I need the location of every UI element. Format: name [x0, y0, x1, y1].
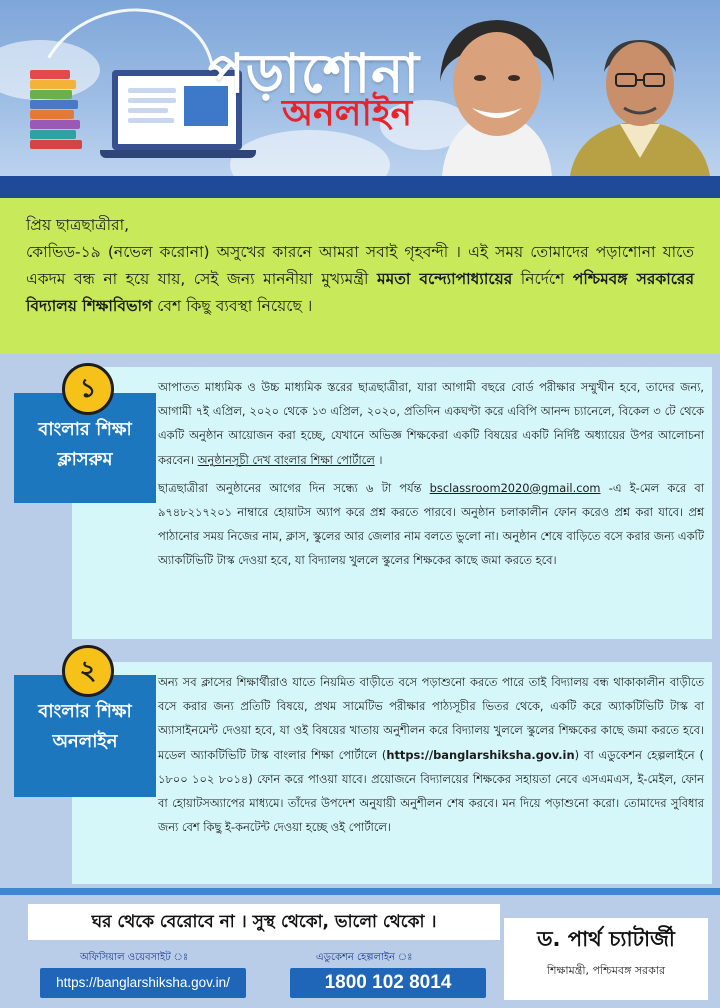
classroom-text: আপাতত মাধ্যমিক ও উচ্চ মাধ্যমিক স্তরের ছাত্রছাত্রীরা, যারা আগামী বছরে বোর্ড পরীক্ষার সম্মুখীন হবে, তাদের জন্য, আগামী ৭ই এপ্রিল, ২০২০ থেকে ১৩ এপ্রিল, ২০২০, প্রতিদিন একঘণ্টা করে এবিপি আনন্দ চ্যানেলে, বিকেল ৩ টে থেকে একটি অনুষ্ঠান আয়োজন করা হচ্ছে, যেখানে অভিজ্ঞ শিক্ষকেরা একটি বিষয়ের একটি নির্দিষ্ট অধ্যায়ের উপর আলোচনা করবেন।: [158, 380, 704, 467]
banner-subtitle: অনলাইন: [282, 93, 413, 134]
online-paragraph: [158, 670, 704, 839]
intro-text-3: বেশ কিছু ব্যবস্থা নিয়েছে ।: [152, 297, 313, 315]
badge-classroom: [14, 374, 156, 503]
navy-bar: [0, 176, 720, 198]
website-label: অফিসিয়াল ওয়েবসাইট ঃ: [80, 952, 189, 963]
books-illustration: [30, 70, 90, 160]
classroom-email-link[interactable]: bsclassroom2020@gmail.com: [429, 480, 601, 495]
chief-minister-portrait: [422, 12, 572, 176]
number-badge-1: ১: [62, 363, 114, 415]
section-online: [72, 662, 712, 884]
education-minister-portrait: [560, 28, 720, 176]
footer: [0, 888, 720, 1008]
portal-schedule-link[interactable]: অনুষ্ঠানসূচী দেখ বাংলার শিক্ষা পোর্টালে: [197, 452, 375, 467]
intro-text-2: নির্দেশে: [512, 270, 573, 288]
banner-title: পড়াশোনা: [208, 42, 421, 105]
header-banner: [0, 0, 720, 176]
classroom-text-2a: ছাত্রছাত্রীরা অনুষ্ঠানের আগের দিন সন্ধ্যে ৬ টা পর্যন্ত: [158, 480, 430, 495]
slogan-banner: ঘর থেকে বেরোবে না । সুস্থ থেকো, ভালো থেকো ।: [28, 904, 500, 940]
online-text-1: অন্য সব ক্লাসের শিক্ষার্থীরাও যাতে নিয়মিত বাড়ীতে বসে পড়াশুনো করতে পারে তাই বিদ্যালয় বন্ধ থাকাকালীন বাড়ীতে বসে করার জন্য প্রতিটি বিষয়ে, প্রথম সামেটিভ পরীক্ষার পাঠ্যসূচীর ভিতর থেকে, একটি করে অ্যাকটিভিটি টাস্ক বা অ্যাসাইনমেন্ট দেওয়া হবে, যা ওই বিষয়ের খাতায় অনুশীলন করে বিদ্যালয় খুললে স্কুলের শিক্ষকের কাছে জমা করতে হবে। মডেল অ্যাকটিভিটি টাস্ক বাংলার শিক্ষা পোর্টালে (: [158, 675, 704, 762]
badge-classroom-label: বাংলার শিক্ষা ক্লাসরুম: [38, 419, 132, 470]
intro-text-1: কোভিড-১৯ (নভেল করোনা) অসুখের কারনে আমরা সবাই গৃহবন্দী । এই সময় তোমাদের পড়াশোনা যাতে একদম বন্ধ না হয়ে যায়, সেই জন্য মাননীয়া মুখ্যমন্ত্রী: [26, 243, 694, 288]
signatory-name: ড. পার্থ চ্যাটার্জী: [537, 927, 675, 951]
online-text-2: ) বা এডুকেশন হেল্পলাইনে ( ১৮০০ ১০২ ৮০১৪) ফোন করে পাওয়া যাবে। প্রয়োজনে বিদ্যালয়ের শিক্ষকের সহায়তা নেবে এসএমএস, ই-মেইল, ফোন বা হোয়াটসঅ্যাপের মাধ্যমে। তাঁদের উপদেশ অনুযায়ী অনুশীলন শেষ করবে। মন দিয়ে পড়াশুনো করো। তোমাদের সুবিধার জন্য বেশ কিছু ই-কনটেন্ট দেওয়া হচ্ছে ওই পোর্টালে।: [158, 747, 705, 835]
helpline-label: এডুকেশন হেল্পলাইন ঃ: [316, 952, 413, 963]
classroom-text-end: ।: [374, 452, 383, 467]
online-portal-link[interactable]: https://banglarshiksha.gov.in: [386, 747, 575, 762]
signatory-card: [504, 918, 708, 1000]
department-name: পশ্চিমবঙ্গ সরকারের বিদ্যালয় শিক্ষাবিভাগ: [26, 270, 694, 315]
signatory-role: শিক্ষামন্ত্রী, পশ্চিমবঙ্গ সরকার: [546, 964, 666, 977]
classroom-text-2b: -এ ই-মেল করে বা ৯৭৪৮২১৭২০১ নাম্বারে হোয়াটস অ্যাপ করে প্রশ্ন করতে পারবে। অনুষ্ঠান চলাকালীন ফোন করেও প্রশ্ন করা যাবে। প্রশ্ন পাঠানোর সময় নিজের নাম, ক্লাস, স্কুলের আর জেলার নাম বলতে ভুলো না। অনুষ্ঠান শেষে বাড়িতে বসে করার জন্য একটি অ্যাকটিভিটি টাস্ক দেওয়া হবে, যা বিদ্যালয় খুললে স্কুলের শিক্ষকের কাছে জমা করতে হবে।: [158, 480, 704, 568]
footer-strip: [0, 888, 720, 895]
intro-paragraph: [26, 239, 694, 320]
classroom-paragraph-1: [158, 375, 704, 472]
intro-greeting: প্রিয় ছাত্রছাত্রীরা,: [26, 216, 129, 234]
intro-panel: [0, 198, 720, 354]
cm-name: মমতা বন্দ্যোপাধ্যায়ের: [377, 270, 513, 288]
classroom-paragraph-2: [158, 476, 704, 573]
number-badge-2: ২: [62, 645, 114, 697]
badge-online: [14, 656, 156, 797]
badge-online-label: বাংলার শিক্ষা অনলাইন: [38, 701, 132, 752]
section-classroom: [72, 367, 712, 639]
helpline-number[interactable]: 1800 102 8014: [290, 968, 486, 998]
laptop-base: [100, 150, 256, 158]
website-link[interactable]: https://banglarshiksha.gov.in/: [40, 968, 246, 998]
